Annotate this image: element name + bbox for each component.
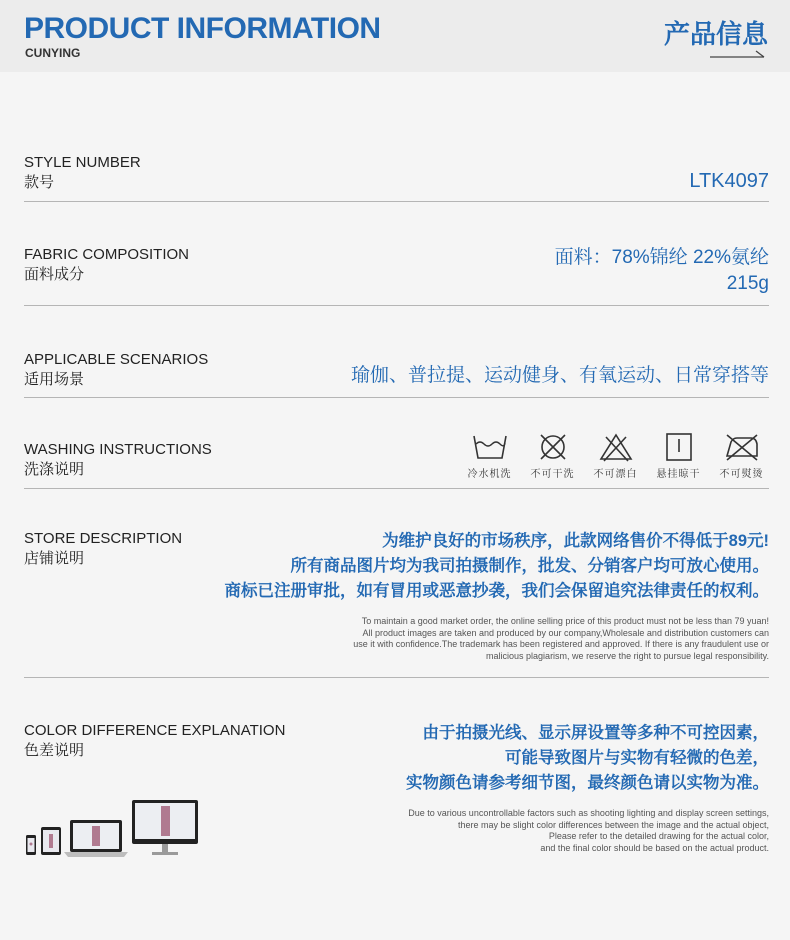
monitor-icon: [132, 800, 198, 855]
wash-item-no-iron: [714, 432, 769, 480]
color-en-line: there may be slight color differences between the image and the actual object,: [457, 819, 769, 830]
store-cn-line: 所有商品图片均为我司拍摄制作，批发、分销客户均可放心使用。: [290, 557, 769, 575]
store-en-text: [353, 616, 769, 662]
store-en-line: malicious plagiarism, we reserve the right to pursue legal responsibility.: [486, 650, 769, 661]
store-label-cn: 店铺说明: [24, 550, 85, 567]
divider: [24, 201, 769, 202]
washing-label-en: WASHING INSTRUCTIONS: [24, 441, 212, 458]
arrow-icon: [710, 50, 766, 58]
wash-label: 冷水机洗: [467, 469, 512, 480]
wash-label: 不可干洗: [530, 469, 575, 480]
store-en-line: All product images are taken and produced by our company,Wholesale and distribution customers can: [362, 627, 769, 638]
wash-item-no-dry-clean: [525, 432, 580, 480]
wash-item-cold-wash: [462, 432, 517, 480]
no-bleach-icon: [597, 432, 635, 462]
store-cn-line: 为维护良好的市场秩序，此款网络售价不得低于89元!: [382, 532, 769, 550]
tablet-icon: [41, 827, 61, 855]
fabric-value-line2: 215g: [726, 273, 769, 294]
hang-dry-icon: [660, 432, 698, 462]
scenarios-section: [24, 350, 769, 390]
color-cn-text: [406, 721, 769, 796]
laptop-icon: [64, 820, 128, 857]
color-en-line: and the final color should be based on the actual product.: [540, 842, 769, 853]
no-iron-icon: [723, 432, 761, 462]
color-en-line: Due to various uncontrollable factors such as shooting lighting and display screen settings,: [408, 808, 769, 818]
page-title: PRODUCT INFORMATION: [24, 12, 381, 45]
brand-name: CUNYING: [25, 46, 81, 60]
washing-label-cn: 洗涤说明: [24, 461, 85, 478]
divider: [24, 488, 769, 489]
page-title-cn: 产品信息: [663, 19, 768, 49]
devices-illustration: [24, 798, 200, 860]
style-number-label-cn: 款号: [24, 174, 55, 191]
wash-label: 不可漂白: [593, 469, 638, 480]
store-en-line: use it with confidence.The trademark has been registered and approved. If there is any fraudulent use or: [353, 639, 769, 649]
fabric-section: [24, 245, 769, 295]
scenarios-label-en: APPLICABLE SCENARIOS: [24, 351, 209, 368]
store-section: [24, 529, 769, 669]
scenarios-label-cn: 适用场景: [24, 371, 85, 388]
color-label-en: COLOR DIFFERENCE EXPLANATION: [24, 722, 286, 739]
wash-item-no-bleach: [588, 432, 643, 480]
divider: [24, 397, 769, 398]
store-cn-line: 商标已注册审批，如有冒用或恶意抄袭，我们会保留追究法律责任的权利。: [224, 582, 769, 600]
washing-icons: [462, 432, 769, 480]
fabric-label-cn: 面料成分: [24, 266, 85, 283]
color-label-cn: 色差说明: [24, 742, 85, 759]
washing-section: [24, 432, 769, 482]
wash-label: 悬挂晾干: [656, 469, 701, 480]
color-cn-line: 可能导致图片与实物有轻微的色差，: [505, 749, 769, 767]
store-label-en: STORE DESCRIPTION: [24, 530, 183, 547]
store-en-line: To maintain a good market order, the online selling price of this product must not be less than 79 yuan!: [361, 616, 769, 626]
cold-wash-icon: [471, 432, 509, 462]
color-en-text: [408, 808, 769, 854]
color-en-line: Please refer to the detailed drawing for the actual color,: [548, 831, 769, 841]
store-cn-text: [225, 529, 770, 604]
style-number-label-en: STYLE NUMBER: [24, 154, 141, 171]
fabric-label-en: FABRIC COMPOSITION: [24, 246, 190, 263]
color-cn-line: 实物颜色请参考细节图，最终颜色请以实物为准。: [406, 774, 769, 792]
wash-item-hang-dry: [651, 432, 706, 480]
style-number-value: LTK4097: [689, 170, 769, 192]
wash-label: 不可熨烫: [719, 469, 764, 480]
fabric-value-line1: 面料：78%锦纶 22%氨纶: [554, 247, 769, 268]
no-dry-clean-icon: [534, 432, 572, 462]
divider: [24, 677, 769, 678]
color-cn-line: 由于拍摄光线、显示屏设置等多种不可控因素，: [422, 724, 769, 742]
style-number-section: [24, 153, 769, 193]
phone-icon: [26, 835, 36, 855]
scenarios-value: 瑜伽、普拉提、运动健身、有氧运动、日常穿搭等: [350, 365, 769, 386]
header-bar: [0, 0, 790, 72]
divider: [24, 305, 769, 306]
